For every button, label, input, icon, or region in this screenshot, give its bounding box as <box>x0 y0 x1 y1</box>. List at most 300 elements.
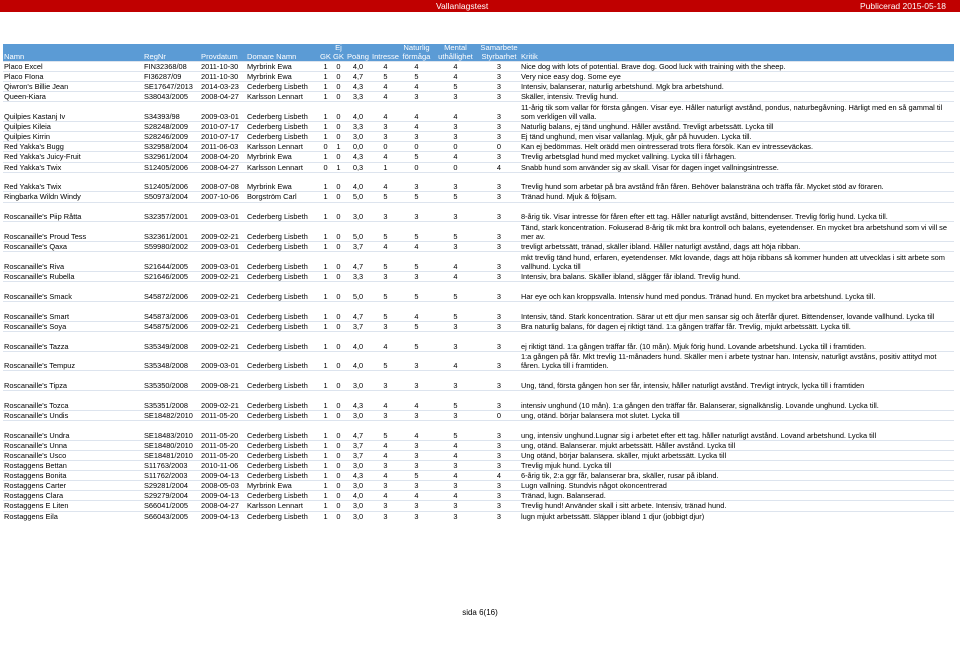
col-provdatum-cell: 2009-02-21 <box>200 272 246 282</box>
col-poang-header: Poäng <box>345 44 371 62</box>
col-namn-cell: Ringbarka Wildn Windy <box>3 192 143 202</box>
col-mental-cell: 4 <box>433 450 478 460</box>
col-regnr-cell: FI36287/09 <box>143 72 200 82</box>
table-row <box>3 202 954 222</box>
col-regnr-cell: S35349/2008 <box>143 331 200 351</box>
col-poang-cell: 4,7 <box>345 421 371 441</box>
col-ejgk-cell: 0 <box>332 301 345 321</box>
col-provdatum-cell: 2011-05-20 <box>200 440 246 450</box>
col-gk-cell: 1 <box>319 242 332 252</box>
col-poang-cell: 4,7 <box>345 72 371 82</box>
col-kritik-cell: 11-årig tik som vallar för första gången. Visar eye. Håller naturligt avstånd, pondus, naturbegåvning. Härligt med en så gammal til som verkligen vill valla. <box>520 102 954 122</box>
table-row <box>3 511 954 521</box>
col-intresse-cell: 4 <box>371 491 400 501</box>
col-gk-cell: 1 <box>319 282 332 302</box>
col-poang-cell: 3,0 <box>345 481 371 491</box>
col-samarbete-cell: 3 <box>478 192 520 202</box>
col-provdatum-cell: 2008-04-27 <box>200 501 246 511</box>
col-regnr-cell: S45873/2006 <box>143 301 200 321</box>
col-poang-cell: 0,3 <box>345 162 371 172</box>
col-ejgk-cell: 0 <box>332 92 345 102</box>
col-intresse-cell: 5 <box>371 351 400 371</box>
col-regnr-cell: S28246/2009 <box>143 132 200 142</box>
col-ejgk-cell: 0 <box>332 321 345 331</box>
col-regnr-cell: S45872/2006 <box>143 282 200 302</box>
col-domare-cell: Karlsson Lennart <box>246 501 319 511</box>
col-intresse-cell: 3 <box>371 272 400 282</box>
col-naturlig-cell: 3 <box>400 410 433 420</box>
col-samarbete-cell: 3 <box>478 371 520 391</box>
col-provdatum-cell: 2009-02-21 <box>200 321 246 331</box>
col-intresse-cell: 0 <box>371 142 400 152</box>
col-samarbete-cell: 3 <box>478 72 520 82</box>
col-provdatum-cell: 2011-05-20 <box>200 450 246 460</box>
report-title: Vallanlagstest <box>436 1 489 11</box>
col-naturlig-cell: 5 <box>400 192 433 202</box>
col-mental-cell: 3 <box>433 501 478 511</box>
col-samarbete-cell: 3 <box>478 481 520 491</box>
col-regnr-cell: S21644/2005 <box>143 252 200 272</box>
col-gk-cell: 0 <box>319 162 332 172</box>
col-kritik-cell: Tränad, lugn. Balanserad. <box>520 491 954 501</box>
col-ejgk-cell: 0 <box>332 242 345 252</box>
col-ejgk-cell: 0 <box>332 152 345 162</box>
col-domare-cell: Cederberg Lisbeth <box>246 461 319 471</box>
col-ejgk-cell: 0 <box>332 102 345 122</box>
col-samarbete-cell: 3 <box>478 222 520 242</box>
col-domare-cell: Cederberg Lisbeth <box>246 351 319 371</box>
col-gk-cell: 1 <box>319 450 332 460</box>
col-intresse-cell: 5 <box>371 252 400 272</box>
table-row <box>3 272 954 282</box>
col-regnr-cell: S38043/2005 <box>143 92 200 102</box>
col-naturlig-cell: 4 <box>400 491 433 501</box>
col-intresse-cell: 4 <box>371 391 400 411</box>
col-intresse-cell: 1 <box>371 162 400 172</box>
col-naturlig-cell: 4 <box>400 391 433 411</box>
table-row <box>3 421 954 441</box>
col-mental-cell: 4 <box>433 252 478 272</box>
col-kritik-cell: Kan ej bedömmas. Helt orädd men ointresserad trots flera försök. Kan ev intresseväckas. <box>520 142 954 152</box>
col-samarbete-cell: 3 <box>478 321 520 331</box>
col-mental-cell: 5 <box>433 301 478 321</box>
col-naturlig-cell: 4 <box>400 62 433 72</box>
col-kritik-cell: 6-årig tik, 2:a ggr får, balanserar bra, skäller, rusar på ibland. <box>520 471 954 481</box>
col-samarbete-cell: 3 <box>478 351 520 371</box>
col-namn-cell: Roscanaille's Smack <box>3 282 143 302</box>
col-poang-cell: 4,0 <box>345 331 371 351</box>
col-samarbete-cell: 3 <box>478 122 520 132</box>
table-row <box>3 371 954 391</box>
col-provdatum-cell: 2009-04-13 <box>200 471 246 481</box>
col-ejgk-header: Ej GK <box>333 43 344 61</box>
col-namn-header: Namn <box>3 44 143 62</box>
col-provdatum-cell: 2008-04-27 <box>200 162 246 172</box>
col-namn-cell: Rostaggens E Liten <box>3 501 143 511</box>
col-domare-cell: Cederberg Lisbeth <box>246 202 319 222</box>
col-ejgk-cell: 0 <box>332 122 345 132</box>
col-intresse-cell: 3 <box>371 410 400 420</box>
col-poang-cell: 4,3 <box>345 471 371 481</box>
col-domare-cell: Cederberg Lisbeth <box>246 421 319 441</box>
col-poang-cell: 0,0 <box>345 142 371 152</box>
col-naturlig-cell: 3 <box>400 132 433 142</box>
table-row <box>3 92 954 102</box>
col-provdatum-cell: 2010-07-17 <box>200 132 246 142</box>
col-naturlig-cell: 3 <box>400 511 433 521</box>
col-kritik-cell: ung, otänd. börjar balansera mot slutet. Lycka till <box>520 410 954 420</box>
col-intresse-cell: 3 <box>371 481 400 491</box>
col-domare-cell: Cederberg Lisbeth <box>246 321 319 331</box>
col-intresse-cell: 5 <box>371 282 400 302</box>
col-gk-cell: 1 <box>319 252 332 272</box>
col-regnr-header: RegNr <box>143 44 200 62</box>
col-intresse-header: Intresse <box>371 44 400 62</box>
col-naturlig-cell: 4 <box>400 301 433 321</box>
col-samarbete-cell: 3 <box>478 202 520 222</box>
col-gk-cell: 1 <box>319 72 332 82</box>
col-poang-cell: 4,0 <box>345 62 371 72</box>
col-namn-cell: Quilpies Kastanj Iv <box>3 102 143 122</box>
col-samarbete-cell: 3 <box>478 450 520 460</box>
col-gk-cell: 1 <box>319 82 332 92</box>
col-naturlig-cell: 4 <box>400 122 433 132</box>
col-provdatum-cell: 2008-05-03 <box>200 481 246 491</box>
col-regnr-cell: S66043/2005 <box>143 511 200 521</box>
col-naturlig-cell: 3 <box>400 272 433 282</box>
col-ejgk-cell: 0 <box>332 440 345 450</box>
col-regnr-cell: S32958/2004 <box>143 142 200 152</box>
col-ejgk-cell: 0 <box>332 222 345 242</box>
col-namn-cell: Roscanaille's Piip Råtta <box>3 202 143 222</box>
col-intresse-cell: 4 <box>371 331 400 351</box>
col-mental-cell: 3 <box>433 92 478 102</box>
col-naturlig-cell: 4 <box>400 102 433 122</box>
col-mental-cell: 3 <box>433 331 478 351</box>
col-poang-cell: 3,0 <box>345 501 371 511</box>
col-provdatum-cell: 2009-02-21 <box>200 391 246 411</box>
col-gk-cell: 1 <box>319 152 332 162</box>
col-domare-header: Domare Namn <box>246 44 319 62</box>
col-samarbete-cell: 4 <box>478 471 520 481</box>
col-ejgk-cell: 0 <box>332 72 345 82</box>
col-naturlig-cell: 4 <box>400 421 433 441</box>
col-provdatum-cell: 2009-02-21 <box>200 331 246 351</box>
col-gk-cell: 1 <box>319 421 332 441</box>
col-kritik-cell: 1:a gången på får. Mkt trevlig 11-månaders hund. Skäller men i arbete tystnar han. Intensiv, naturligt avståns, positiv attityd mot fåren. Lycka till i framtiden. <box>520 351 954 371</box>
col-ejgk-cell: 0 <box>332 282 345 302</box>
col-intresse-cell: 3 <box>371 321 400 331</box>
col-domare-cell: Karlsson Lennart <box>246 142 319 152</box>
col-poang-cell: 5,0 <box>345 282 371 302</box>
col-mental-cell: 4 <box>433 152 478 162</box>
col-domare-cell: Cederberg Lisbeth <box>246 122 319 132</box>
col-poang-cell: 3,7 <box>345 321 371 331</box>
col-domare-cell: Myrbrink Ewa <box>246 62 319 72</box>
col-kritik-cell: intensiv unghund (10 mån). 1:a gången den träffar får. Balanserar, signalkänslig. Lovande unghund. Lycka till. <box>520 391 954 411</box>
table-row <box>3 72 954 82</box>
col-domare-cell: Cederberg Lisbeth <box>246 102 319 122</box>
col-kritik-cell: Snabb hund som använder sig av skall. Visar för dagen inget vallningsintresse. <box>520 162 954 172</box>
col-poang-cell: 3,0 <box>345 202 371 222</box>
col-poang-cell: 3,7 <box>345 242 371 252</box>
col-poang-cell: 5,0 <box>345 222 371 242</box>
col-ejgk-cell: 0 <box>332 501 345 511</box>
col-intresse-cell: 3 <box>371 202 400 222</box>
col-naturlig-cell: 0 <box>400 162 433 172</box>
table-row <box>3 491 954 501</box>
col-mental-header: Mental uthållighet <box>433 44 478 62</box>
col-mental-cell: 5 <box>433 222 478 242</box>
results-table <box>3 44 954 521</box>
col-intresse-cell: 4 <box>371 242 400 252</box>
col-provdatum-cell: 2009-08-21 <box>200 371 246 391</box>
col-intresse-cell: 4 <box>371 172 400 192</box>
col-regnr-cell: S29281/2004 <box>143 481 200 491</box>
col-mental-cell: 5 <box>433 421 478 441</box>
col-domare-cell: Cederberg Lisbeth <box>246 82 319 92</box>
col-intresse-cell: 5 <box>371 72 400 82</box>
col-namn-cell: Roscanaille's Undra <box>3 421 143 441</box>
col-provdatum-cell: 2008-04-27 <box>200 92 246 102</box>
col-naturlig-cell: 5 <box>400 331 433 351</box>
col-kritik-cell: Bra naturlig balans, för dagen ej riktigt tänd. 1:a gången träffar får. Trevlig, mjukt arbetssätt. Lycka till. <box>520 321 954 331</box>
table-row <box>3 282 954 302</box>
col-poang-cell: 4,3 <box>345 82 371 92</box>
col-naturlig-header: Naturlig förmåga <box>400 44 433 62</box>
col-namn-cell: Roscanaille's Tipza <box>3 371 143 391</box>
table-row <box>3 351 954 371</box>
col-mental-cell: 3 <box>433 371 478 391</box>
table-body <box>3 62 954 521</box>
col-naturlig-cell: 3 <box>400 481 433 491</box>
col-namn-cell: Red Yakka's Juicy-Fruit <box>3 152 143 162</box>
col-gk-cell: 1 <box>319 351 332 371</box>
col-intresse-cell: 4 <box>371 471 400 481</box>
col-poang-cell: 4,0 <box>345 491 371 501</box>
col-naturlig-cell: 3 <box>400 450 433 460</box>
col-kritik-cell: Naturlig balans, ej tänd unghund. Håller avstånd. Trevligt arbetssätt. Lycka till <box>520 122 954 132</box>
col-regnr-cell: S21646/2005 <box>143 272 200 282</box>
table-row <box>3 102 954 122</box>
table-row <box>3 440 954 450</box>
col-ejgk-cell: 0 <box>332 62 345 72</box>
col-ejgk-cell: 0 <box>332 421 345 441</box>
col-ejgk-cell: 0 <box>332 371 345 391</box>
col-ejgk-cell: 1 <box>332 142 345 152</box>
col-mental-cell: 3 <box>433 242 478 252</box>
col-kritik-cell: Tränad hund. Mjuk & följsam. <box>520 192 954 202</box>
col-samarbete-cell: 3 <box>478 511 520 521</box>
col-ejgk-cell: 1 <box>332 162 345 172</box>
col-ejgk-cell: 0 <box>332 471 345 481</box>
col-samarbete-cell: 3 <box>478 272 520 282</box>
col-domare-cell: Karlsson Lennart <box>246 92 319 102</box>
col-intresse-cell: 3 <box>371 132 400 142</box>
col-gk-cell: 1 <box>319 132 332 142</box>
col-samarbete-cell: 3 <box>478 62 520 72</box>
col-naturlig-cell: 5 <box>400 252 433 272</box>
col-mental-cell: 4 <box>433 272 478 282</box>
table-row <box>3 391 954 411</box>
col-ejgk-cell: 0 <box>332 450 345 460</box>
col-gk-cell: 1 <box>319 461 332 471</box>
col-regnr-cell: S50973/2004 <box>143 192 200 202</box>
col-intresse-cell: 3 <box>371 371 400 391</box>
col-namn-cell: Roscanaille's Smart <box>3 301 143 321</box>
col-regnr-cell: S32361/2001 <box>143 222 200 242</box>
col-namn-cell: Roscanaille's Tazza <box>3 331 143 351</box>
col-provdatum-cell: 2011-05-20 <box>200 421 246 441</box>
col-mental-cell: 4 <box>433 72 478 82</box>
table-row <box>3 162 954 172</box>
col-naturlig-cell: 4 <box>400 82 433 92</box>
col-domare-cell: Cederberg Lisbeth <box>246 410 319 420</box>
col-poang-cell: 3,3 <box>345 122 371 132</box>
col-kritik-cell: Trevlig mjuk hund. Lycka till <box>520 461 954 471</box>
col-mental-cell: 5 <box>433 82 478 92</box>
col-naturlig-cell: 5 <box>400 222 433 242</box>
col-mental-cell: 0 <box>433 142 478 152</box>
col-intresse-cell: 4 <box>371 440 400 450</box>
col-kritik-header: Kritik <box>520 44 954 62</box>
col-kritik-cell: ung, intensiv unghund.Lugnar sig i arbetet efter ett tag. håller naturligt avstånd. Lovand arbetshund. Lycka till <box>520 421 954 441</box>
col-mental-cell: 3 <box>433 410 478 420</box>
col-provdatum-cell: 2009-03-01 <box>200 351 246 371</box>
col-namn-cell: Roscanaille's Undis <box>3 410 143 420</box>
col-namn-cell: Roscanaille's Proud Tess <box>3 222 143 242</box>
col-kritik-cell: Skäller, intensiv. Trevlig hund. <box>520 92 954 102</box>
col-kritik-cell: 8-årig tik. Visar intresse för fåren efter ett tag. Håller naturligt avstånd, bittendenser. Trevlig förlig hund. Lycka till. <box>520 202 954 222</box>
col-intresse-cell: 3 <box>371 122 400 132</box>
col-kritik-cell: Ej tänd unghund, men visar vallanlag. Mjuk, går på huvuden. Lycka till. <box>520 132 954 142</box>
col-domare-cell: Cederberg Lisbeth <box>246 272 319 282</box>
col-provdatum-cell: 2009-04-13 <box>200 491 246 501</box>
col-poang-cell: 3,0 <box>345 511 371 521</box>
col-regnr-cell: S29279/2004 <box>143 491 200 501</box>
col-kritik-cell: ej riktigt tänd. 1:a gången träffar får. (10 mån). Mjuk förig hund. Lovande arbetshund. Lycka till i framtiden. <box>520 331 954 351</box>
col-regnr-cell: SE18482/2010 <box>143 410 200 420</box>
col-ejgk-cell: 0 <box>332 202 345 222</box>
col-intresse-cell: 4 <box>371 450 400 460</box>
col-provdatum-cell: 2009-03-01 <box>200 202 246 222</box>
col-namn-cell: Placo Excel <box>3 62 143 72</box>
col-domare-cell: Cederberg Lisbeth <box>246 491 319 501</box>
col-namn-cell: Rostaggens Clara <box>3 491 143 501</box>
col-mental-cell: 3 <box>433 481 478 491</box>
col-naturlig-cell: 5 <box>400 321 433 331</box>
col-kritik-cell: Intensiv, tänd. Stark koncentration. Särar ut ett djur men sansar sig och återfår djuret. Bittendenser, lovande vallhund. Lycka till <box>520 301 954 321</box>
col-samarbete-cell: 0 <box>478 142 520 152</box>
col-ejgk-cell: 0 <box>332 481 345 491</box>
col-domare-cell: Myrbrink Ewa <box>246 481 319 491</box>
col-gk-cell: 1 <box>319 62 332 72</box>
col-regnr-cell: S12405/2006 <box>143 172 200 192</box>
col-poang-cell: 4,0 <box>345 102 371 122</box>
col-regnr-cell: SE18481/2010 <box>143 450 200 460</box>
col-kritik-cell: Very nice easy dog. Some eye <box>520 72 954 82</box>
col-naturlig-cell: 5 <box>400 152 433 162</box>
col-namn-cell: Roscanaille's Tempuz <box>3 351 143 371</box>
table-row <box>3 481 954 491</box>
col-gk-cell: 1 <box>319 321 332 331</box>
col-samarbete-cell: 3 <box>478 391 520 411</box>
col-naturlig-cell: 5 <box>400 471 433 481</box>
page-number: sida 6(16) <box>462 608 498 617</box>
col-provdatum-cell: 2008-04-20 <box>200 152 246 162</box>
col-regnr-cell: SE18480/2010 <box>143 440 200 450</box>
col-samarbete-cell: 3 <box>478 421 520 441</box>
col-mental-cell: 4 <box>433 351 478 371</box>
col-poang-cell: 4,7 <box>345 301 371 321</box>
col-intresse-cell: 3 <box>371 511 400 521</box>
col-namn-cell: Roscanaille's Soya <box>3 321 143 331</box>
col-mental-cell: 3 <box>433 202 478 222</box>
col-mental-cell: 3 <box>433 511 478 521</box>
col-ejgk-cell: 0 <box>332 491 345 501</box>
col-samarbete-cell: 3 <box>478 440 520 450</box>
col-domare-cell: Cederberg Lisbeth <box>246 471 319 481</box>
col-poang-cell: 4,7 <box>345 252 371 272</box>
col-naturlig-cell: 5 <box>400 282 433 302</box>
col-namn-cell: Roscanaille's Qaxa <box>3 242 143 252</box>
col-samarbete-cell: 3 <box>478 242 520 252</box>
col-provdatum-cell: 2007-10-06 <box>200 192 246 202</box>
col-provdatum-cell: 2010-11-06 <box>200 461 246 471</box>
col-intresse-cell: 5 <box>371 301 400 321</box>
col-gk-cell: 1 <box>319 301 332 321</box>
col-regnr-cell: S11762/2003 <box>143 471 200 481</box>
col-regnr-cell: S66041/2005 <box>143 501 200 511</box>
col-samarbete-cell: 3 <box>478 82 520 92</box>
col-mental-cell: 3 <box>433 172 478 192</box>
col-poang-cell: 3,0 <box>345 461 371 471</box>
table-row <box>3 222 954 242</box>
col-gk-cell: 1 <box>319 410 332 420</box>
col-provdatum-cell: 2011-06-03 <box>200 142 246 152</box>
col-naturlig-cell: 3 <box>400 371 433 391</box>
col-intresse-cell: 4 <box>371 92 400 102</box>
col-provdatum-cell: 2011-10-30 <box>200 62 246 72</box>
col-provdatum-cell: 2009-03-01 <box>200 102 246 122</box>
col-samarbete-cell: 3 <box>478 501 520 511</box>
col-ejgk-cell: 0 <box>332 172 345 192</box>
col-ejgk-cell: 0 <box>332 511 345 521</box>
table-row <box>3 321 954 331</box>
col-regnr-cell: S11763/2003 <box>143 461 200 471</box>
table-row <box>3 450 954 460</box>
table-row <box>3 62 954 72</box>
col-regnr-cell: S45875/2006 <box>143 321 200 331</box>
col-naturlig-cell: 4 <box>400 242 433 252</box>
col-naturlig-cell: 3 <box>400 351 433 371</box>
table-row <box>3 461 954 471</box>
col-samarbete-cell: 3 <box>478 461 520 471</box>
col-gk-cell: 1 <box>319 102 332 122</box>
col-domare-cell: Cederberg Lisbeth <box>246 252 319 272</box>
table-row <box>3 301 954 321</box>
col-gk-cell: 1 <box>319 122 332 132</box>
col-regnr-cell: FIN32368/08 <box>143 62 200 72</box>
col-ejgk-cell: 0 <box>332 410 345 420</box>
col-regnr-cell: S35351/2008 <box>143 391 200 411</box>
col-samarbete-cell: 3 <box>478 152 520 162</box>
col-intresse-cell: 5 <box>371 192 400 202</box>
col-namn-cell: Rostaggens Eila <box>3 511 143 521</box>
col-gk-cell: 1 <box>319 501 332 511</box>
col-domare-cell: Borgström Carl <box>246 192 319 202</box>
col-mental-cell: 4 <box>433 471 478 481</box>
